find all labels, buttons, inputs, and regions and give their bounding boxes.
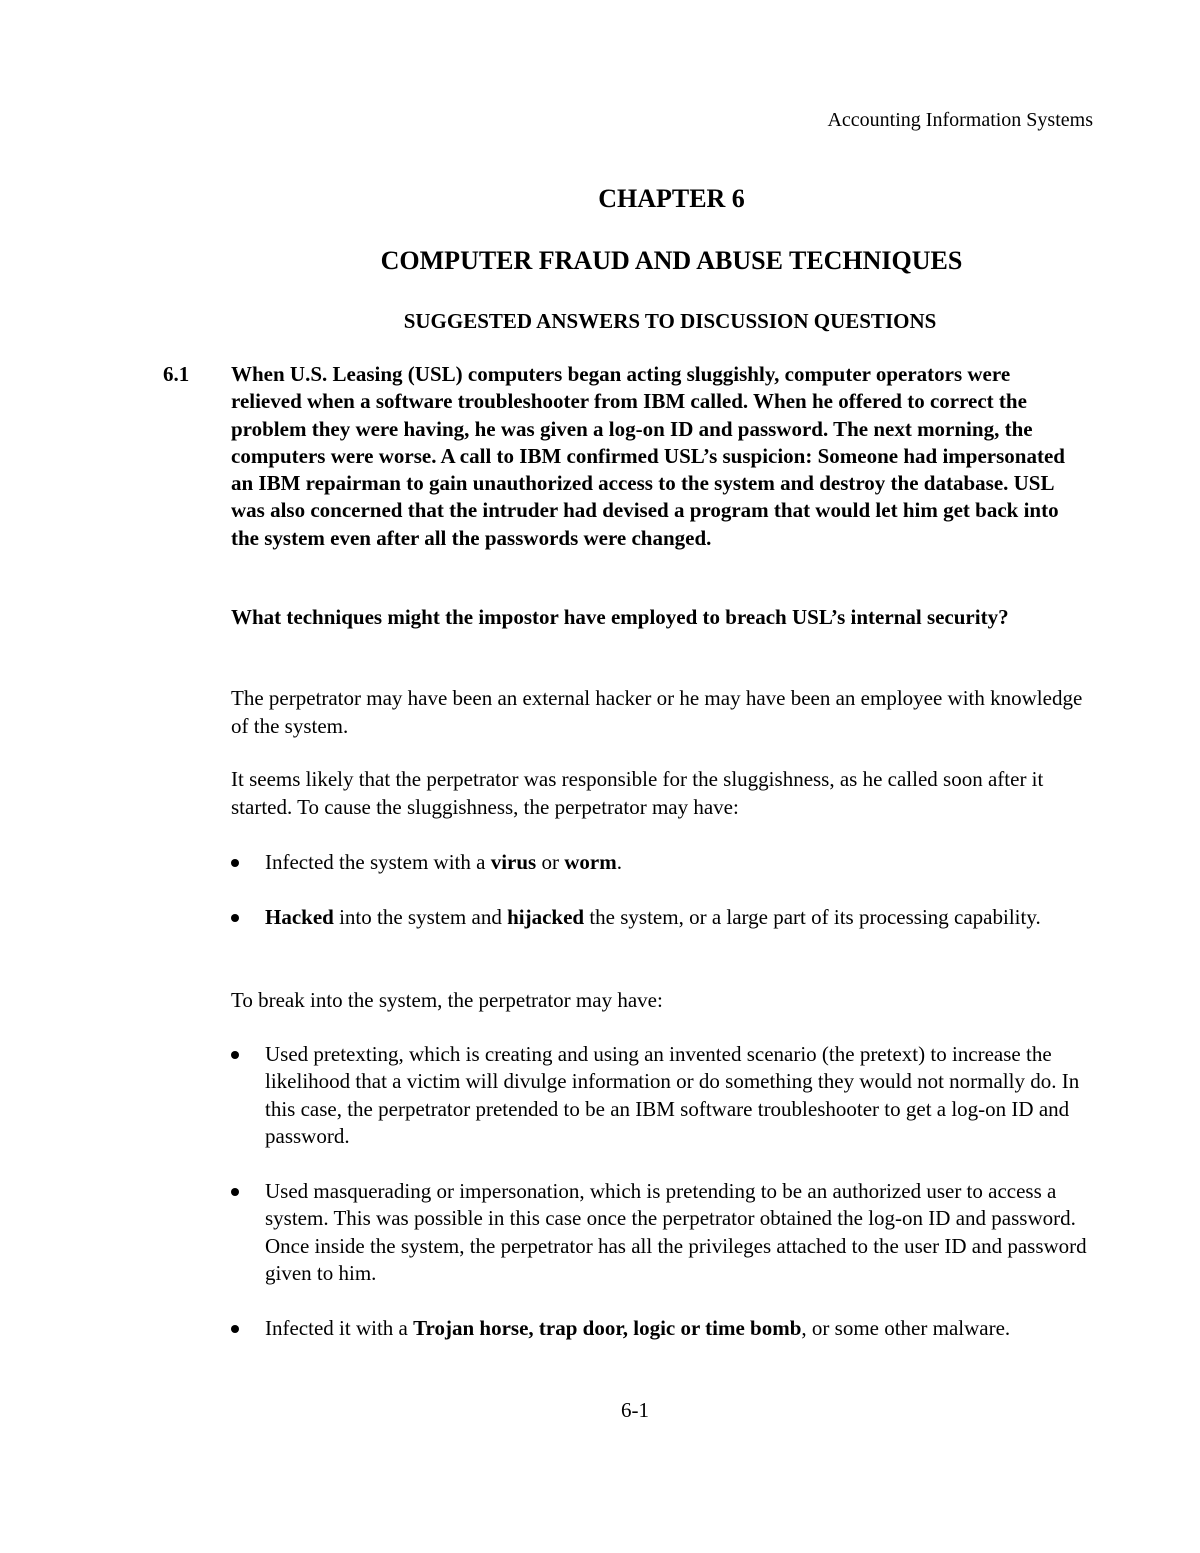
page-number: 6-1: [621, 1398, 649, 1422]
section-title: SUGGESTED ANSWERS TO DISCUSSION QUESTIONS: [403, 309, 937, 333]
running-head: Accounting Information Systems: [827, 109, 1093, 131]
bullet-icon: [229, 1315, 249, 1342]
bullet-text: Hacked into the system and hijacked the system, or a large part of its processing capability.: [265, 905, 1041, 929]
question-number: 6.1: [163, 362, 190, 386]
chapter-number: CHAPTER 6: [598, 184, 745, 213]
bullet-text: Infected it with a Trojan horse, trap door, logic or time bomb, or some other malware.: [265, 1316, 1011, 1340]
bullet-icon: [229, 904, 249, 931]
bullet-text: Used pretexting, which is creating and using an invented scenario (the pretext) to increase the likelihood that a victim will divulge information or do something they would not normally do. In this case, the perpetrator pretended to be an IBM software troubleshooter to get a log-on ID and password.: [265, 1042, 1080, 1148]
question-text: When U.S. Leasing (USL) computers began acting sluggishly, computer operators were relieved when a software troubleshooter from IBM called. When he offered to correct the problem they were having, he was given a log-on ID and password. The next morning, the computers were worse. A call to IBM confirmed USL’s suspicion: Someone had impersonated an IBM repairman to gain unauthorized access to the system and destroy the database. USL was also concerned that the intruder had devised a program that would let him get back into the system even after all the passwords were changed.: [231, 362, 1065, 550]
bullet-icon: [229, 849, 249, 876]
bullet-icon: [229, 1178, 249, 1205]
question-prompt: What techniques might the impostor have employed to breach USL’s internal security?: [231, 605, 1009, 629]
bullet-text: Infected the system with a virus or worm.: [265, 850, 622, 874]
answer-paragraph-perpetrator: The perpetrator may have been an external hacker or he may have been an employee with knowledge of the system.: [231, 686, 1083, 738]
bullet-icon: [229, 1041, 249, 1068]
bullet-text: Used masquerading or impersonation, which is pretending to be an authorized user to access a system. This was possible in this case once the perpetrator obtained the log-on ID and password. Once inside the system, the perpetrator has all the privileges attached to the user ID and password given to him.: [265, 1179, 1087, 1285]
answer-paragraph-break-in: To break into the system, the perpetrator may have:: [231, 988, 663, 1012]
chapter-title: COMPUTER FRAUD AND ABUSE TECHNIQUES: [380, 246, 963, 275]
answer-paragraph-sluggishness: It seems likely that the perpetrator was responsible for the sluggishness, as he called soon after it started. To cause the sluggishness, the perpetrator may have:: [231, 767, 1044, 819]
